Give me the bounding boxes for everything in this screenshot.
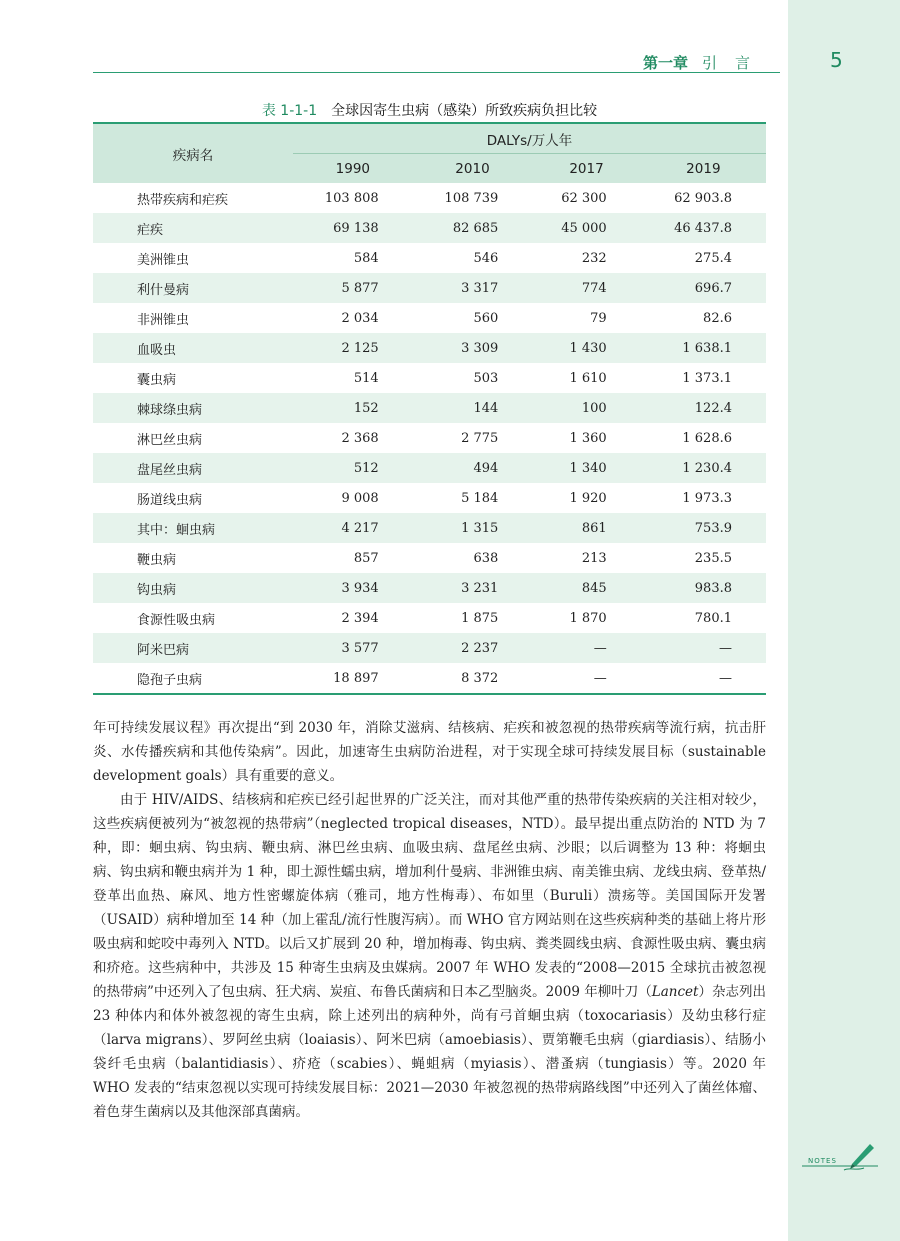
dalys-value-cell: 1 315	[413, 513, 533, 543]
dalys-value-cell: 753.9	[641, 513, 766, 543]
disease-name-cell: 美洲锥虫	[137, 252, 190, 268]
dalys-value-cell: 2 237	[413, 633, 533, 663]
table-row	[93, 243, 766, 273]
disease-name-cell: 疟疾	[93, 213, 293, 243]
col-header-dalys: DALYs/万人年	[293, 123, 766, 154]
dalys-value-cell: 2 034	[341, 310, 379, 326]
table-caption	[93, 100, 766, 120]
col-header-year: 2010	[413, 154, 533, 184]
dalys-value-cell: 2 394	[341, 610, 379, 626]
dalys-value-cell: 3 309	[413, 333, 533, 363]
disease-name-cell: 隐孢子虫病	[137, 672, 203, 688]
dalys-value-cell: 780.1	[694, 610, 732, 626]
dalys-value-cell: 1 870	[569, 610, 607, 626]
table-row	[93, 603, 766, 633]
journal-name: Lancet	[651, 984, 699, 1000]
dalys-value-cell: 494	[413, 453, 533, 483]
col-header-year: 2017	[532, 154, 640, 184]
dalys-value-cell: 45 000	[532, 213, 640, 243]
dalys-value-cell: 1 920	[569, 490, 607, 506]
dalys-value-cell: 503	[473, 370, 499, 386]
chapter-heading	[643, 52, 768, 73]
dalys-value-cell: 1 360	[569, 430, 607, 446]
dalys-value-cell: 3 577	[293, 633, 413, 663]
dalys-value-cell: 1 628.6	[682, 430, 732, 446]
dalys-value-cell: 69 138	[293, 213, 413, 243]
col-header-year: 2019	[641, 154, 766, 184]
table-title: 全球因寄生虫病（感染）所致疾病负担比较	[331, 103, 598, 119]
dalys-value-cell: —	[719, 670, 732, 686]
dalys-value-cell: 79	[590, 310, 607, 326]
paragraph-text: ）杂志列出 23 种体内和体外被忽视的寄生虫病，除上述列出的病种外，尚有弓首蛔虫病（toxocariasis）及幼虫移行症（larva migrans）、罗阿丝虫病（loaiasis）、阿米巴病（amoebiasis）、贾第鞭毛虫病（giardiasis）、结肠小袋纤毛虫病（balantidiasis）、疥疮（scabies）、蝇蛆病（myiasis）、潜蚤病（tungiasis）等。2020 年 WHO 发表的“结束忽视以实现可持续发展目标：2021—2030 年被忽视的热带病路线图”中还列入了菌丝体瘤、着色芽生菌病以及其他深部真菌病。	[93, 984, 766, 1120]
dalys-value-cell: 1 875	[461, 610, 499, 626]
disease-name-cell: 血吸虫	[93, 333, 293, 363]
dalys-value-cell: 2 775	[461, 430, 499, 446]
dalys-value-cell: 845	[532, 573, 640, 603]
disease-name-cell: 淋巴丝虫病	[137, 432, 203, 448]
chapter-number: 第一章	[642, 54, 688, 72]
dalys-value-cell: 1 340	[532, 453, 640, 483]
body-text	[93, 716, 766, 1124]
dalys-value-cell: 82 685	[413, 213, 533, 243]
dalys-value-cell: 696.7	[641, 273, 766, 303]
table-row	[93, 333, 766, 363]
disease-name-cell: 阿米巴病	[93, 633, 293, 663]
disease-name-cell: 棘球绦虫病	[93, 393, 293, 423]
disease-name-cell: 食源性吸虫病	[137, 612, 216, 628]
dalys-value-cell: —	[641, 633, 766, 663]
dalys-value-cell: 3 231	[413, 573, 533, 603]
table-row	[93, 213, 766, 243]
paragraph	[93, 788, 766, 1124]
disease-name-cell: 钩虫病	[93, 573, 293, 603]
dalys-value-cell: 1 230.4	[641, 453, 766, 483]
table-body	[93, 183, 766, 694]
dalys-value-cell: 861	[532, 513, 640, 543]
paragraph-text: 由于 HIV/AIDS、结核病和疟疾已经引起世界的广泛关注，而对其他严重的热带传染疾病的关注相对较少，这些疾病便被列为“被忽视的热带病”（neglected tropical diseases，NTD）。最早提出重点防治的 NTD 为 7 种，即：蛔虫病、钩虫病、鞭虫病、淋巴丝虫病、血吸虫病、盘尾丝虫病、沙眼；以后调整为 13 种：将蛔虫病、钩虫病和鞭虫病并为 1 种，即土源性蠕虫病，增加利什曼病、非洲锥虫病、南美锥虫病、龙线虫病、登革热/登革出血热、麻风、地方性密螺旋体病（雅司，地方性梅毒）、布如里（Buruli）溃疡等。美国国际开发署（USAID）病种增加至 14 种（加上霍乱/流行性腹泻病）。而 WHO 官方网站则在这些疾病种类的基础上将片形吸虫病和蛇咬中毒列入 NTD。以后又扩展到 20 种，增加梅毒、钩虫病、粪类圆线虫病、食源性吸虫病、囊虫病和疥疮。这些病种中，共涉及 15 种寄生虫病及虫媒病。2007 年 WHO 发表的“2008—2015 全球抗击被忽视的热带病”中还列入了包虫病、狂犬病、炭疽、布鲁氏菌病和日本乙型脑炎。2009 年柳叶刀（	[93, 792, 766, 1000]
col-header-disease: 疾病名	[93, 123, 293, 183]
disease-name-cell: 囊虫病	[137, 372, 177, 388]
dalys-value-cell: 2 125	[293, 333, 413, 363]
dalys-value-cell: 4 217	[293, 513, 413, 543]
dalys-value-cell: 82.6	[703, 310, 732, 326]
dalys-value-cell: 1 973.3	[682, 490, 732, 506]
dalys-value-cell: 9 008	[341, 490, 379, 506]
dalys-value-cell: 584	[353, 250, 379, 266]
notes-label: NOTES	[808, 1157, 837, 1165]
table-row	[93, 663, 766, 694]
table-row	[93, 513, 766, 543]
table-row	[93, 183, 766, 213]
dalys-value-cell: 2 368	[341, 430, 379, 446]
dalys-value-cell: 235.5	[694, 550, 732, 566]
dalys-value-cell: 275.4	[694, 250, 732, 266]
dalys-value-cell: 8 372	[461, 670, 499, 686]
table-row	[93, 453, 766, 483]
table-number: 表 1-1-1	[261, 103, 318, 119]
table-row	[93, 423, 766, 453]
disease-name-cell: 盘尾丝虫病	[93, 453, 293, 483]
dalys-value-cell: 62 903.8	[674, 190, 732, 206]
table-row	[93, 363, 766, 393]
dalys-value-cell: 62 300	[561, 190, 607, 206]
dalys-table	[93, 122, 766, 695]
dalys-value-cell: 144	[413, 393, 533, 423]
dalys-value-cell: 1 638.1	[641, 333, 766, 363]
disease-name-cell: 热带疾病和疟疾	[137, 192, 229, 208]
dalys-value-cell: 546	[473, 250, 499, 266]
dalys-value-cell: 638	[473, 550, 499, 566]
page-header	[93, 46, 780, 73]
dalys-value-cell: —	[593, 670, 607, 686]
dalys-value-cell: 983.8	[641, 573, 766, 603]
disease-name-cell: 鞭虫病	[137, 552, 177, 568]
disease-name-cell: 非洲锥虫	[137, 312, 190, 328]
table-row	[93, 483, 766, 513]
dalys-value-cell: 1 610	[569, 370, 607, 386]
dalys-value-cell: 5 877	[293, 273, 413, 303]
dalys-value-cell: 1 430	[532, 333, 640, 363]
col-header-year: 1990	[293, 154, 413, 184]
table-row	[93, 543, 766, 573]
dalys-value-cell: 232	[581, 250, 607, 266]
dalys-value-cell: 103 808	[324, 190, 379, 206]
disease-name-cell: 肠道线虫病	[137, 492, 203, 508]
dalys-value-cell: 5 184	[461, 490, 499, 506]
table-row	[93, 273, 766, 303]
dalys-value-cell: 1 373.1	[682, 370, 732, 386]
dalys-value-cell: 3 317	[413, 273, 533, 303]
table-row	[93, 393, 766, 423]
dalys-value-cell: 774	[532, 273, 640, 303]
dalys-value-cell: 560	[473, 310, 499, 326]
dalys-value-cell: 514	[353, 370, 379, 386]
dalys-value-cell: 3 934	[293, 573, 413, 603]
dalys-value-cell: 122.4	[641, 393, 766, 423]
page-number: 5	[830, 48, 843, 72]
dalys-value-cell: 857	[353, 550, 379, 566]
table-row	[93, 633, 766, 663]
disease-name-cell: 利什曼病	[93, 273, 293, 303]
dalys-value-cell: 152	[293, 393, 413, 423]
table-row	[93, 303, 766, 333]
dalys-value-cell: —	[532, 633, 640, 663]
chapter-title: 引言	[701, 54, 768, 72]
margin-strip	[788, 0, 900, 1241]
dalys-value-cell: 108 739	[444, 190, 499, 206]
table-row	[93, 573, 766, 603]
dalys-value-cell: 512	[293, 453, 413, 483]
paragraph: 年可持续发展议程》再次提出“到 2030 年，消除艾滋病、结核病、疟疾和被忽视的热带疾病等流行病，抗击肝炎、水传播疾病和其他传染病”。因此，加速寄生虫病防治进程，对于实现全球可持续发展目标（sustainable development goals）具有重要的意义。	[93, 720, 766, 784]
dalys-value-cell: 18 897	[333, 670, 379, 686]
dalys-value-cell: 100	[532, 393, 640, 423]
disease-name-cell: 其中：蛔虫病	[93, 513, 293, 543]
dalys-value-cell: 46 437.8	[641, 213, 766, 243]
dalys-value-cell: 213	[581, 550, 607, 566]
